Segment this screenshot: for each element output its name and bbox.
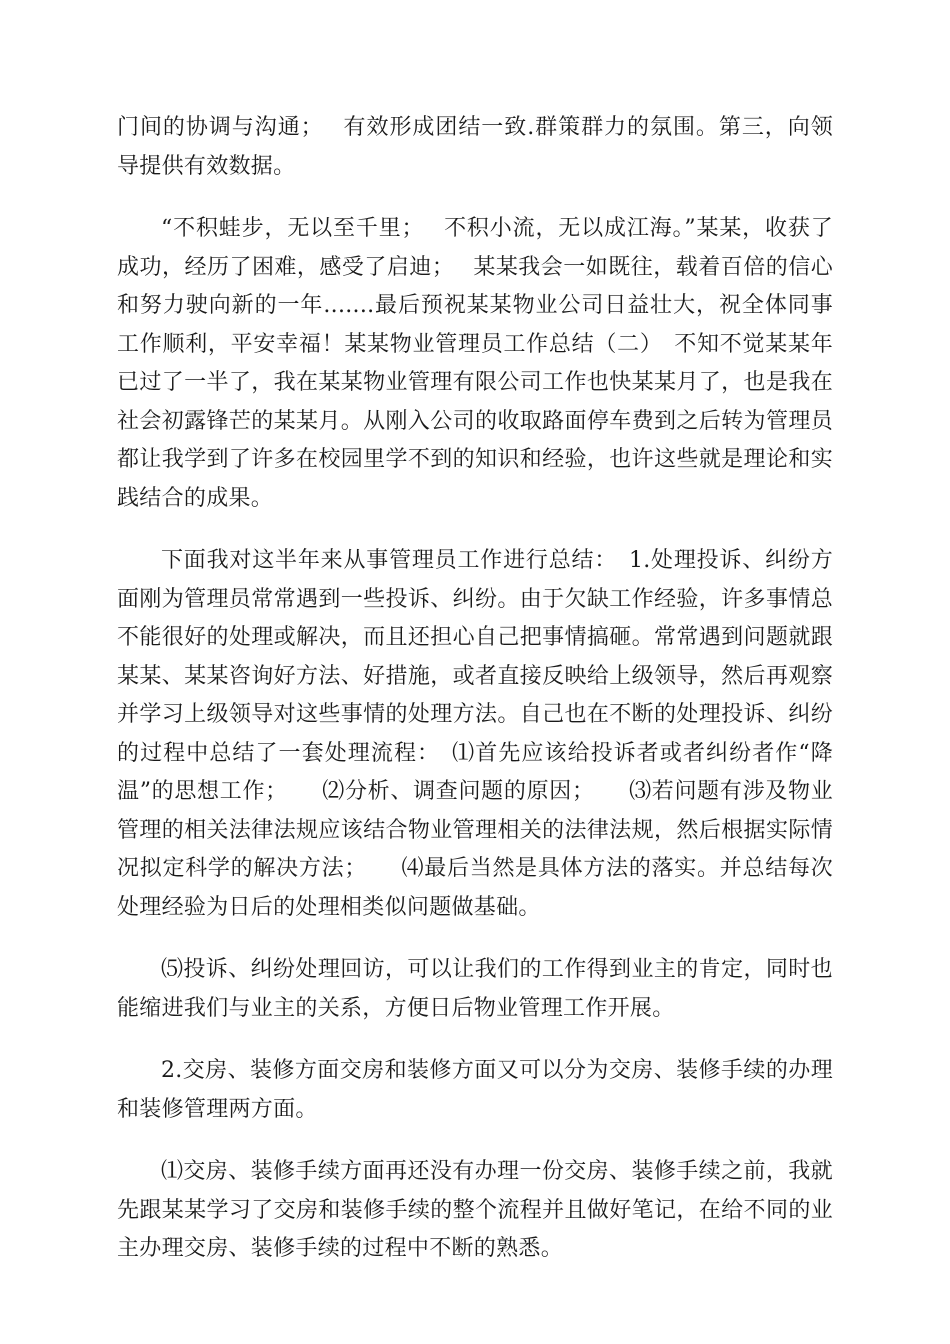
paragraph-1: 门间的协调与沟通； 有效形成团结一致.群策群力的氛围。第三，向领导提供有效数据。 — [117, 115, 833, 179]
paragraph-5: 2.交房、装修方面交房和装修方面又可以分为交房、装修手续的办理和装修管理两方面。 — [117, 1058, 833, 1122]
document-page — [117, 109, 833, 1293]
paragraph-2: “不积蛙步，无以至千里； 不积小流，无以成江海。”某某，收获了成功，经历了困难，感受了启迪； 某某我会一如既往，载着百倍的信心和努力驶向新的一年.......最后预祝某某物业公司日益壮大，祝全体同事工作顺利，平安幸福！某某物业管理员工作总结（二） 不知不觉某某年已过了一半了，我在某某物业管理有限公司工作也快某某月了，也是我在社会初露锋芒的某某月。从刚入公司的收取路面停车费到之后转为管理员都让我学到了许多在校园里学不到的知识和经验，也许这些就是理论和实践结合的成果。 — [117, 216, 833, 511]
paragraph-3: 下面我对这半年来从事管理员工作进行总结： 1.处理投诉、纠纷方面刚为管理员常常遇到一些投诉、纠纷。由于欠缺工作经验，许多事情总不能很好的处理或解决，而且还担心自己把事情搞砸。常常遇到问题就跟某某、某某咨询好方法、好措施，或者直接反映给上级领导，然后再观察并学习上级领导对这些事情的处理方法。自己也在不断的处理投诉、纠纷的过程中总结了一套处理流程： ⑴首先应该给投诉者或者纠纷者作“降温”的思想工作； ⑵分析、调查问题的原因； ⑶若问题有涉及物业管理的相关法律法规应该结合物业管理相关的法律法规，然后根据实际情况拟定科学的解决方法； ⑷最后当然是具体方法的落实。并总结每次处理经验为日后的处理相类似问题做基础。 — [117, 548, 833, 920]
paragraph-4: ⑸投诉、纠纷处理回访，可以让我们的工作得到业主的肯定，同时也能缩进我们与业主的关系，方便日后物业管理工作开展。 — [117, 957, 833, 1021]
paragraph-6: ⑴交房、装修手续方面再还没有办理一份交房、装修手续之前，我就先跟某某学习了交房和装修手续的整个流程并且做好笔记，在给不同的业主办理交房、装修手续的过程中不断的熟悉。 — [117, 1159, 833, 1261]
